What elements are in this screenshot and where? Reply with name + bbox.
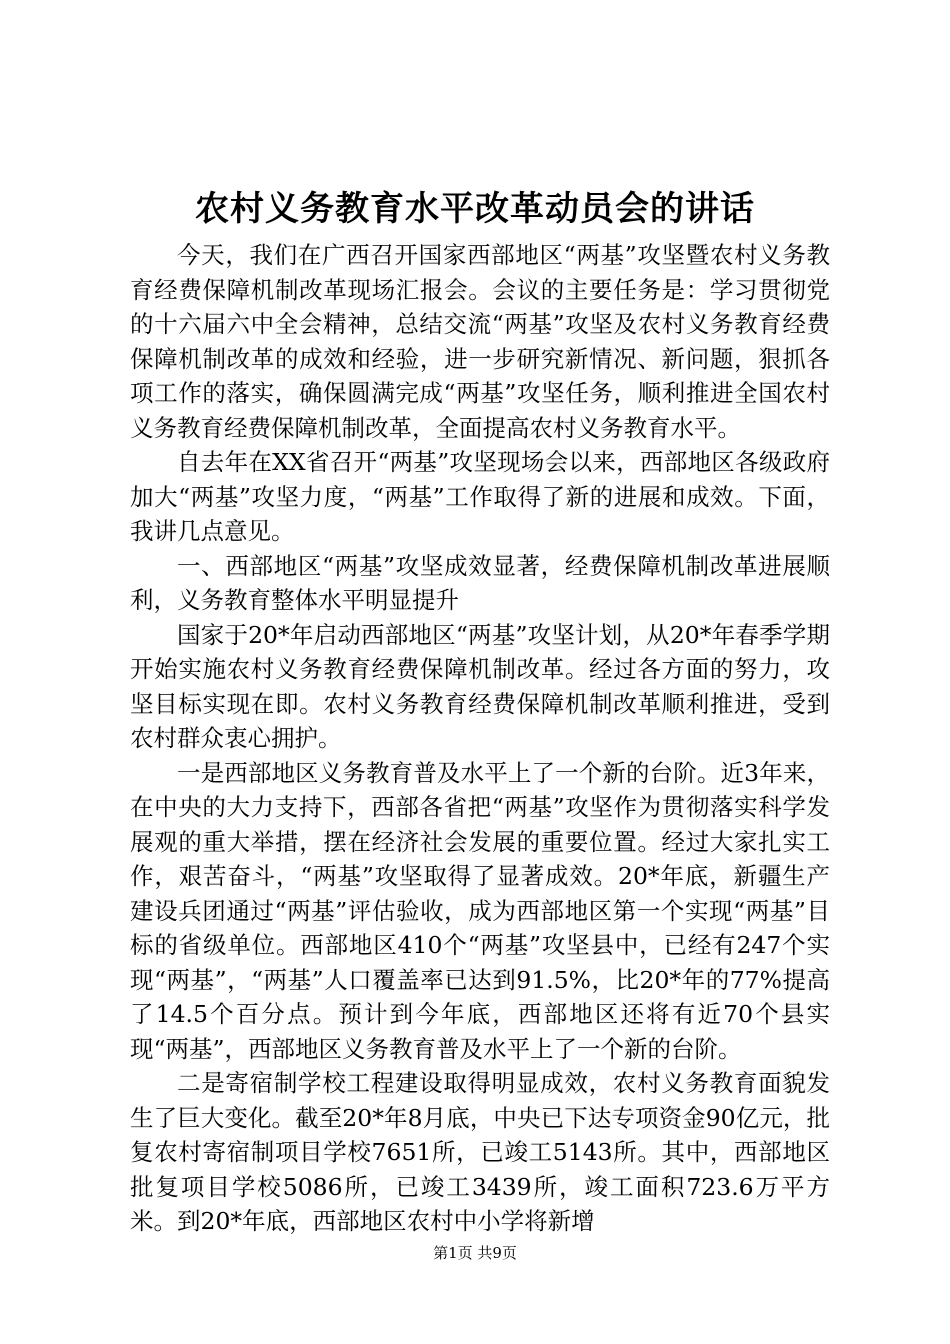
document-title: 农村义务教育水平改革动员会的讲话 bbox=[195, 189, 755, 229]
section-heading-one: 一、西部地区“两基”攻坚成效显著，经费保障机制改革进展顺利，义务教育整体水平明显提升 bbox=[130, 551, 830, 614]
paragraph-point-one: 一是西部地区义务教育普及水平上了一个新的台阶。近3年来，在中央的大力支持下，西部各省把“两基”攻坚作为贯彻落实科学发展观的重大举措，摆在经济社会发展的重要位置。经过大家扎实工作，艰苦奋斗，“两基”攻坚取得了显著成效。20*年底，新疆生产建设兵团通过“两基”评估验收，成为西部地区第一个实现“两基”目标的省级单位。西部地区410个“两基”攻坚县中，已经有247个实现“两基”，“两基”人口覆盖率已达到91.5%，比20*年的77%提高了14.5个百分点。预计到今年底，西部地区还将有近70个县实现“两基”，西部地区义务教育普及水平上了一个新的台阶。 bbox=[130, 758, 830, 1063]
paragraph-plan: 国家于20*年启动西部地区“两基”攻坚计划，从20*年春季学期开始实施农村义务教育经费保障机制改革。经过各方面的努力，攻坚目标实现在即。农村义务教育经费保障机制改革顺利推进，受到农村群众衷心拥护。 bbox=[130, 620, 830, 752]
page-number-footer: 第1页 共9页 bbox=[433, 1244, 517, 1262]
paragraph-progress: 自去年在XX省召开“两基”攻坚现场会以来，西部地区各级政府加大“两基”攻坚力度，“两基”工作取得了新的进展和成效。下面，我讲几点意见。 bbox=[130, 448, 830, 545]
document-body bbox=[130, 238, 830, 1239]
paragraph-point-two: 二是寄宿制学校工程建设取得明显成效，农村义务教育面貌发生了巨大变化。截至20*年8月底，中央已下达专项资金90亿元，批复农村寄宿制项目学校7651所，已竣工5143所。其中，西部地区批复项目学校5086所，已竣工3439所，竣工面积723.6万平方米。到20*年底，西部地区农村中小学将新增 bbox=[130, 1069, 830, 1235]
paragraph-opening: 今天，我们在广西召开国家西部地区“两基”攻坚暨农村义务教育经费保障机制改革现场汇报会。会议的主要任务是：学习贯彻党的十六届六中全会精神，总结交流“两基”攻坚及农村义务教育经费保障机制改革的成效和经验，进一步研究新情况、新问题，狠抓各项工作的落实，确保圆满完成“两基”攻坚任务，顺利推进全国农村义务教育经费保障机制改革，全面提高农村义务教育水平。 bbox=[130, 241, 830, 442]
